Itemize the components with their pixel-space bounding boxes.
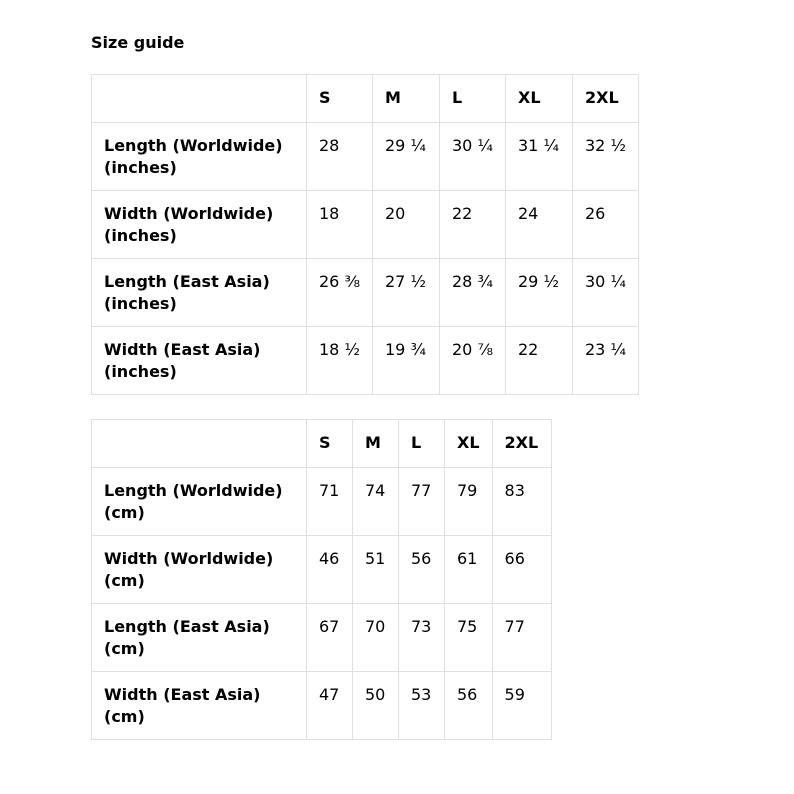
row-label: Width (East Asia) (inches) [92, 327, 307, 395]
table-cell: 22 [440, 191, 506, 259]
row-label: Width (Worldwide) (cm) [92, 536, 307, 604]
table-cell: 24 [506, 191, 573, 259]
size-header-s: S [307, 420, 353, 468]
size-header-m: M [353, 420, 399, 468]
table-cell: 20 ⅞ [440, 327, 506, 395]
size-table-cm [91, 419, 552, 740]
size-header-l: L [440, 75, 506, 123]
header-empty-cell [92, 420, 307, 468]
size-header-xl: XL [445, 420, 493, 468]
table-cell: 27 ½ [373, 259, 440, 327]
table-cell: 19 ¾ [373, 327, 440, 395]
table-cell: 46 [307, 536, 353, 604]
table-row [92, 672, 552, 740]
table-cell: 50 [353, 672, 399, 740]
table-cell: 67 [307, 604, 353, 672]
table-row [92, 259, 639, 327]
table-cell: 77 [399, 468, 445, 536]
table-cell: 28 [307, 123, 373, 191]
row-label: Length (East Asia) (inches) [92, 259, 307, 327]
table-row [92, 191, 639, 259]
table-cell: 56 [445, 672, 493, 740]
size-header-s: S [307, 75, 373, 123]
table-cell: 32 ½ [573, 123, 639, 191]
table-cell: 30 ¼ [573, 259, 639, 327]
table-row [92, 468, 552, 536]
table-cell: 22 [506, 327, 573, 395]
table-row [92, 536, 552, 604]
size-header-2xl: 2XL [492, 420, 551, 468]
table-cell: 51 [353, 536, 399, 604]
table-cell: 26 [573, 191, 639, 259]
table-cell: 31 ¼ [506, 123, 573, 191]
table-cell: 74 [353, 468, 399, 536]
table-cell: 26 ⅜ [307, 259, 373, 327]
table-cell: 28 ¾ [440, 259, 506, 327]
row-label: Width (East Asia) (cm) [92, 672, 307, 740]
size-header-m: M [373, 75, 440, 123]
table-cell: 23 ¼ [573, 327, 639, 395]
table-cell: 77 [492, 604, 551, 672]
table-cell: 20 [373, 191, 440, 259]
row-label: Length (Worldwide) (cm) [92, 468, 307, 536]
table-row [92, 123, 639, 191]
table-cell: 29 ¼ [373, 123, 440, 191]
table-row [92, 327, 639, 395]
table-cell: 71 [307, 468, 353, 536]
table-cell: 83 [492, 468, 551, 536]
size-table-inches [91, 74, 639, 395]
table-row [92, 604, 552, 672]
table-cell: 47 [307, 672, 353, 740]
row-label: Width (Worldwide) (inches) [92, 191, 307, 259]
table-cell: 59 [492, 672, 551, 740]
size-header-2xl: 2XL [573, 75, 639, 123]
row-label: Length (East Asia) (cm) [92, 604, 307, 672]
table-cell: 61 [445, 536, 493, 604]
row-label: Length (Worldwide) (inches) [92, 123, 307, 191]
size-header-l: L [399, 420, 445, 468]
table-header-row [92, 420, 552, 468]
table-cell: 30 ¼ [440, 123, 506, 191]
table-cell: 66 [492, 536, 551, 604]
table-cell: 53 [399, 672, 445, 740]
page-title: Size guide [91, 33, 185, 52]
table-header-row [92, 75, 639, 123]
table-cell: 70 [353, 604, 399, 672]
table-cell: 18 [307, 191, 373, 259]
size-header-xl: XL [506, 75, 573, 123]
table-cell: 79 [445, 468, 493, 536]
table-cell: 18 ½ [307, 327, 373, 395]
table-cell: 56 [399, 536, 445, 604]
table-cell: 75 [445, 604, 493, 672]
table-cell: 29 ½ [506, 259, 573, 327]
header-empty-cell [92, 75, 307, 123]
table-cell: 73 [399, 604, 445, 672]
